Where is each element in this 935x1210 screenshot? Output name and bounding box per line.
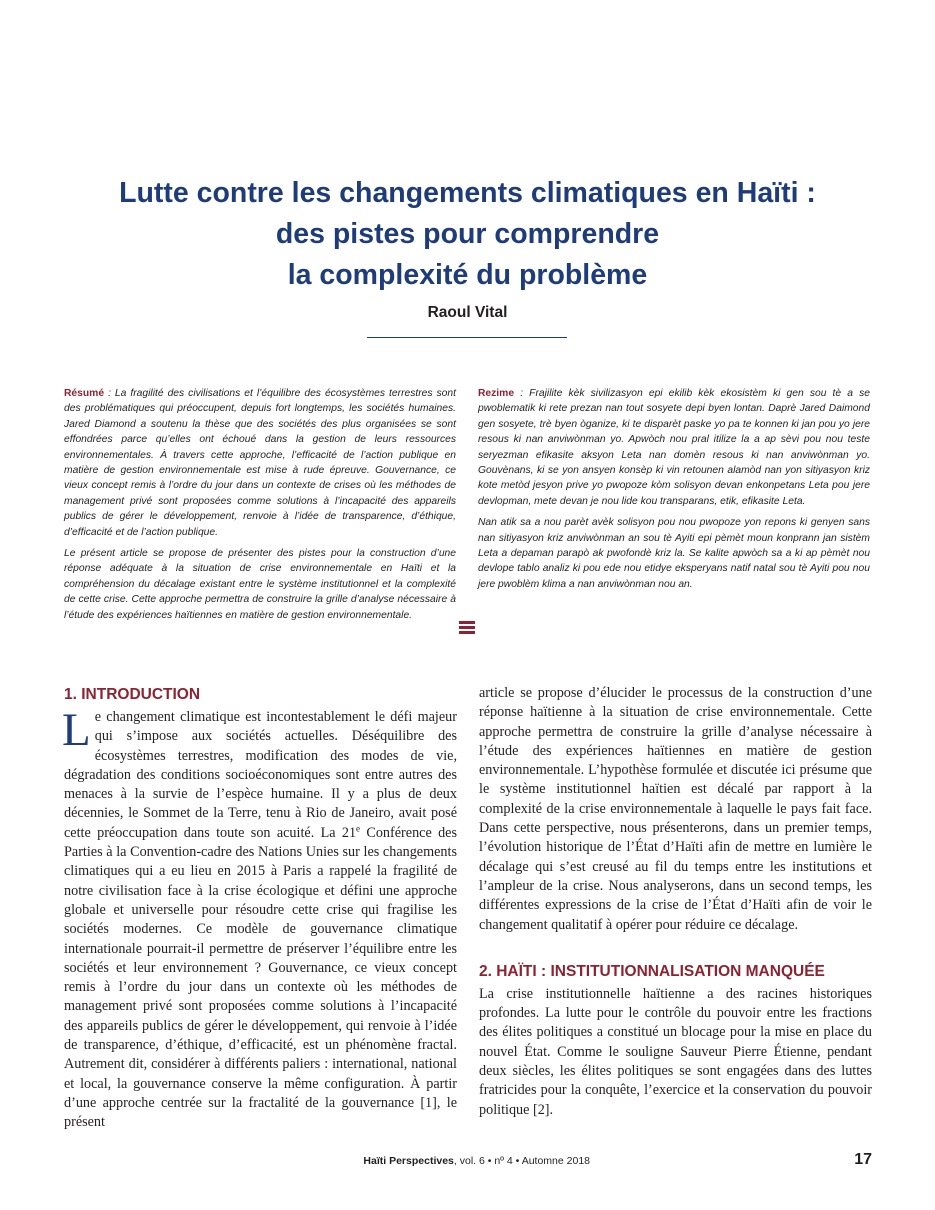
- section-2-heading: 2. HAÏTI : INSTITUTIONNALISATION MANQUÉE: [479, 962, 825, 980]
- journal-issue: , vol. 6 • nº 4 • Automne 2018: [453, 1155, 590, 1167]
- title-line-1: Lutte contre les changements climatiques en Haïti :: [119, 177, 816, 209]
- column-left: [64, 684, 457, 1133]
- abstract-french: [64, 386, 456, 629]
- section-1-text-b: Conférence des Parties à la Convention-cadre des Nations Unies sur les changements climatiques qui a eu lieu en 2015 à Paris a rappelé la fragilité de notre civilisation face à la crise écologique et défini une approche globale et universelle pour résoudre cette crise qui fragilise les sociétés modernes. Ce modèle de gouvernance climatique internationale pourrait-il permettre de préserver l’équilibre entre les sociétés et leur environnement ? Gouvernance, ce vieux concept remis à l’ordre du jour dans un contexte où les méthodes de management privé sont proposées comme solutions à l’incapacité des appareils publics de gérer le développement, qui renvoie à l’idée de transparence, d’éthique, d’efficacité, est un phénomène fractal. Autrement dit, considérer à différents paliers : international, national et local, la gouvernance conserve la même configuration. À partir d’une approche centrée sur la fractalité de la gouvernance [1], le présent: [64, 824, 457, 1131]
- section-2-paragraph: La crise institutionnelle haïtienne a des racines historiques profondes. La lutte pour le contrôle du pouvoir entre les fractions des élites politiques a constitué un blocage pour la mise en place du nouvel État. Comme le souligne Sauveur Pierre Étienne, pendant deux siècles, les élites politiques se sont engagées dans des luttes fratricides pour la conquête, l’exercice et la conservation du pouvoir politique [2].: [479, 985, 872, 1118]
- column-right: [479, 684, 872, 1120]
- abstract-ht-paragraph-1: [478, 386, 870, 509]
- author-divider: [367, 337, 567, 338]
- abstract-fr-label: Résumé: [64, 388, 105, 399]
- superscript: e: [356, 823, 361, 834]
- section-1-paragraph: [62, 704, 457, 1133]
- abstract-fr-text-1: : La fragilité des civilisations et l’équilibre des écosystèmes terrestres sont des problématiques qui préoccupent, depuis fort longtemps, les sociétés humaines. Jared Diamond a soutenu la thèse que des sociétés des plus organisées se sont effondrées parce qu’elles ont échoué dans la gestion de leurs ressources environnementales. À travers cette approche, l’efficacité de l’action publique en matière de gestion environnementale est mise à rude épreuve. Gouvernance, ce vieux concept remis à l’ordre du jour dans un contexte de crises où les méthodes de management privé sont proposées comme solutions à l’incapacité des appareils publics de gérer le développement, renvoie à l’idée de transparence, d’éthique, d’efficacité et de l’action publique.: [64, 388, 456, 538]
- page-number: 17: [854, 1151, 872, 1168]
- article-title: [60, 173, 875, 296]
- abstract-ht-text-1: : Frajilite kèk sivilizasyon epi ekilib kèk ekosistèm ki gen sou tè a se pwoblematik ki rete prezan nan tout sosyete depi byen lontan. Daprè Jared Daimond gen sosyete, trè byen òganize, ki te disparèt paske yo pa te konnen ki jan pou yo jere resous ki nan anviwònman yo. Apwòch nou pral itilize la a ap sèvi pou nou teste seryezman efikasite aksyon Leta nan domèn resous ki nan anviwònman yo. Gouvènans, ki se yon ansyen konsèp ki vin retounen alamòd nan yon sitiyasyon kriz kote metòd jesyon prive yo pwopoze kòm solisyon devan enkonpetans Leta pou jere devlopman, mete devan je nou lide kou transparans, etik, efikasite Leta.: [478, 388, 870, 507]
- abstract-creole: [478, 386, 870, 598]
- page-footer: [300, 1155, 590, 1167]
- title-line-3: la complexité du problème: [287, 259, 648, 291]
- section-separator-icon: [459, 621, 475, 635]
- author-name: Raoul Vital: [427, 304, 508, 321]
- abstract-ht-label: Rezime: [478, 388, 515, 399]
- section-1-text-a: e changement climatique est incontestablement le défi majeur qui s’impose aux sociétés actuelles. Déséquilibre des écosystèmes terrestres, modification des modes de vie, dégradation des conditions socioéconomiques sont entre autres des menaces à la survie de l’espèce humaine. Il y a plus de deux décennies, le Sommet de la Terre, tenu à Rio de Janeiro, avait posé cette préoccupation dans toute son acuité. La 21: [64, 709, 457, 841]
- section-1-heading: 1. INTRODUCTION: [64, 686, 201, 703]
- drop-cap: L: [62, 704, 91, 756]
- title-line-2: des pistes pour comprendre: [275, 218, 660, 250]
- abstract-fr-paragraph-2: Le présent article se propose de présenter des pistes pour la construction d’une réponse adéquate à la situation de crise environnementale en Haïti et la compréhension du décalage existant entre le système institutionnel et la complexité de cette crise. Cette approche permettra de construire la grille d’analyse nécessaire à l’étude des expériences haïtiennes en matière de gestion environnementale.: [64, 548, 456, 621]
- abstract-fr-paragraph-1: [64, 386, 456, 540]
- abstract-ht-paragraph-2: Nan atik sa a nou parèt avèk solisyon pou nou pwopoze yon repons ki genyen sans nan sitiyasyon kriz anviwònman an sou tè Ayiti epi pèmèt moun konprann jan sistèm Leta a depaman parapò ak pwofondè kriz la. Se kalite apwòch sa a ki ap pèmèt nou devlope tablo analiz ki pou ede nou etidye eksperyans natif natal sou tè Ayiti pou nou jere pwoblèm klima a nan anviwònman nou an.: [478, 517, 870, 590]
- section-1-continued: article se propose d’élucider le processus de la construction d’une réponse haïtienne à la situation de crise environnementale. Cette approche permettra de construire la grille d’analyse nécessaire à l’étude des expériences haïtiennes en matière de gestion environnementale. L’hypothèse formulée et discutée ici présume que le système institutionnel haïtien est décalé par rapport à la complexité de la crise environnementale à laquelle le pays fait face. Dans cette perspective, nous présenterons, dans un premier temps, l’évolution historique de l’État d’Haïti afin de mettre en lumière le décalage qui s’est creusé au fil du temps entre les institutions et l’ampleur de la crise. Nous analyserons, dans un second temps, les différentes expressions de la crise de l’État d’Haïti afin de voir le changement qualitatif à opérer pour réduire ce décalage.: [479, 685, 872, 933]
- journal-name: Haïti Perspectives: [363, 1155, 454, 1167]
